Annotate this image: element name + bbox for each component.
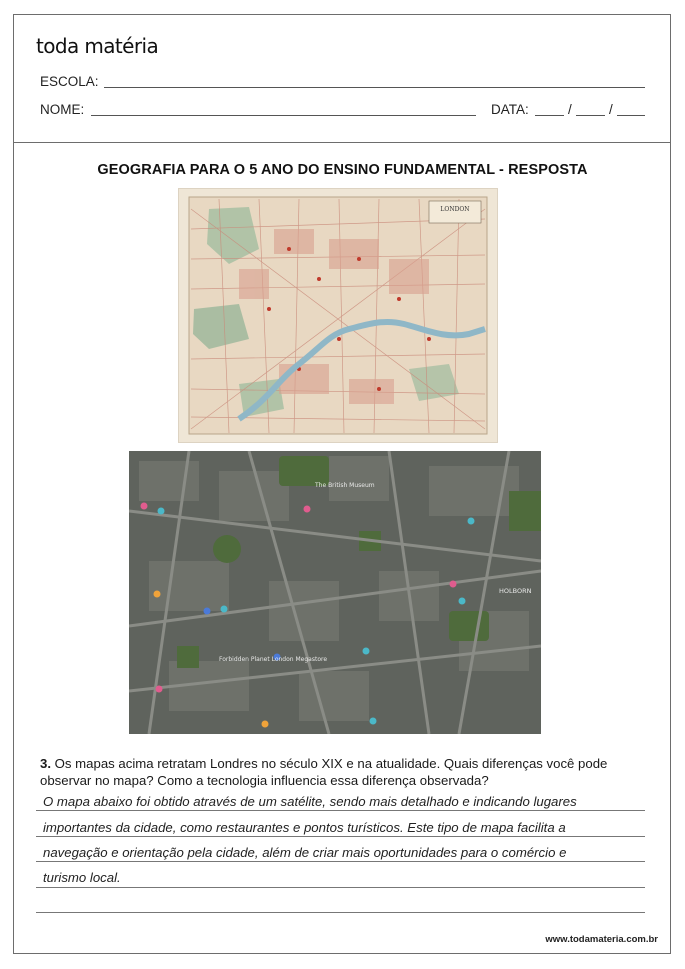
british-museum-label: The British Museum (315, 482, 375, 489)
date-separator-1: / (568, 102, 572, 117)
old-map-title: LONDON (440, 206, 470, 213)
school-field-line[interactable] (104, 87, 645, 88)
answer-line-4: turismo local. (43, 870, 121, 885)
satellite-map-illustration (129, 451, 541, 734)
date-separator-2: / (609, 102, 613, 117)
name-label: NOME: (40, 102, 85, 117)
answer-rule-3[interactable] (36, 861, 645, 862)
answer-rule-2[interactable] (36, 836, 645, 837)
header-divider (13, 142, 671, 143)
school-label: ESCOLA: (40, 74, 99, 89)
date-year-line[interactable] (617, 115, 645, 116)
date-day-line[interactable] (535, 115, 564, 116)
brand-logo: toda matéria (36, 34, 159, 58)
question-3 (40, 755, 660, 789)
answer-line-3: navegação e orientação pela cidade, além de criar mais oportunidades para o comércio e (43, 845, 567, 860)
date-month-line[interactable] (576, 115, 605, 116)
satellite-london-map (129, 451, 541, 734)
old-map-illustration (179, 189, 497, 442)
name-field-line[interactable] (91, 115, 476, 116)
holborn-label: HOLBORN (499, 587, 532, 595)
question-text: Os mapas acima retratam Londres no século XIX e na atualidade. Quais diferenças você pode observar no mapa? Como a tecnologia influencia essa diferença observada? (40, 756, 608, 788)
page-title: GEOGRAFIA PARA O 5 ANO DO ENSINO FUNDAMENTAL - RESPOSTA (97, 162, 588, 178)
answer-rule-4[interactable] (36, 887, 645, 888)
old-london-map (178, 188, 498, 443)
answer-rule-1[interactable] (36, 810, 645, 811)
answer-line-1: O mapa abaixo foi obtido através de um satélite, sendo mais detalhado e indicando lugares (43, 794, 577, 809)
answer-line-2: importantes da cidade, como restaurantes e pontos turísticos. Este tipo de mapa facilita a (43, 820, 566, 835)
date-label: DATA: (491, 102, 529, 117)
forbidden-planet-label: Forbidden Planet London Megastore (219, 656, 328, 663)
answer-rule-5[interactable] (36, 912, 645, 913)
question-number: 3. (40, 756, 51, 771)
footer-url: www.todamateria.com.br (545, 934, 658, 945)
